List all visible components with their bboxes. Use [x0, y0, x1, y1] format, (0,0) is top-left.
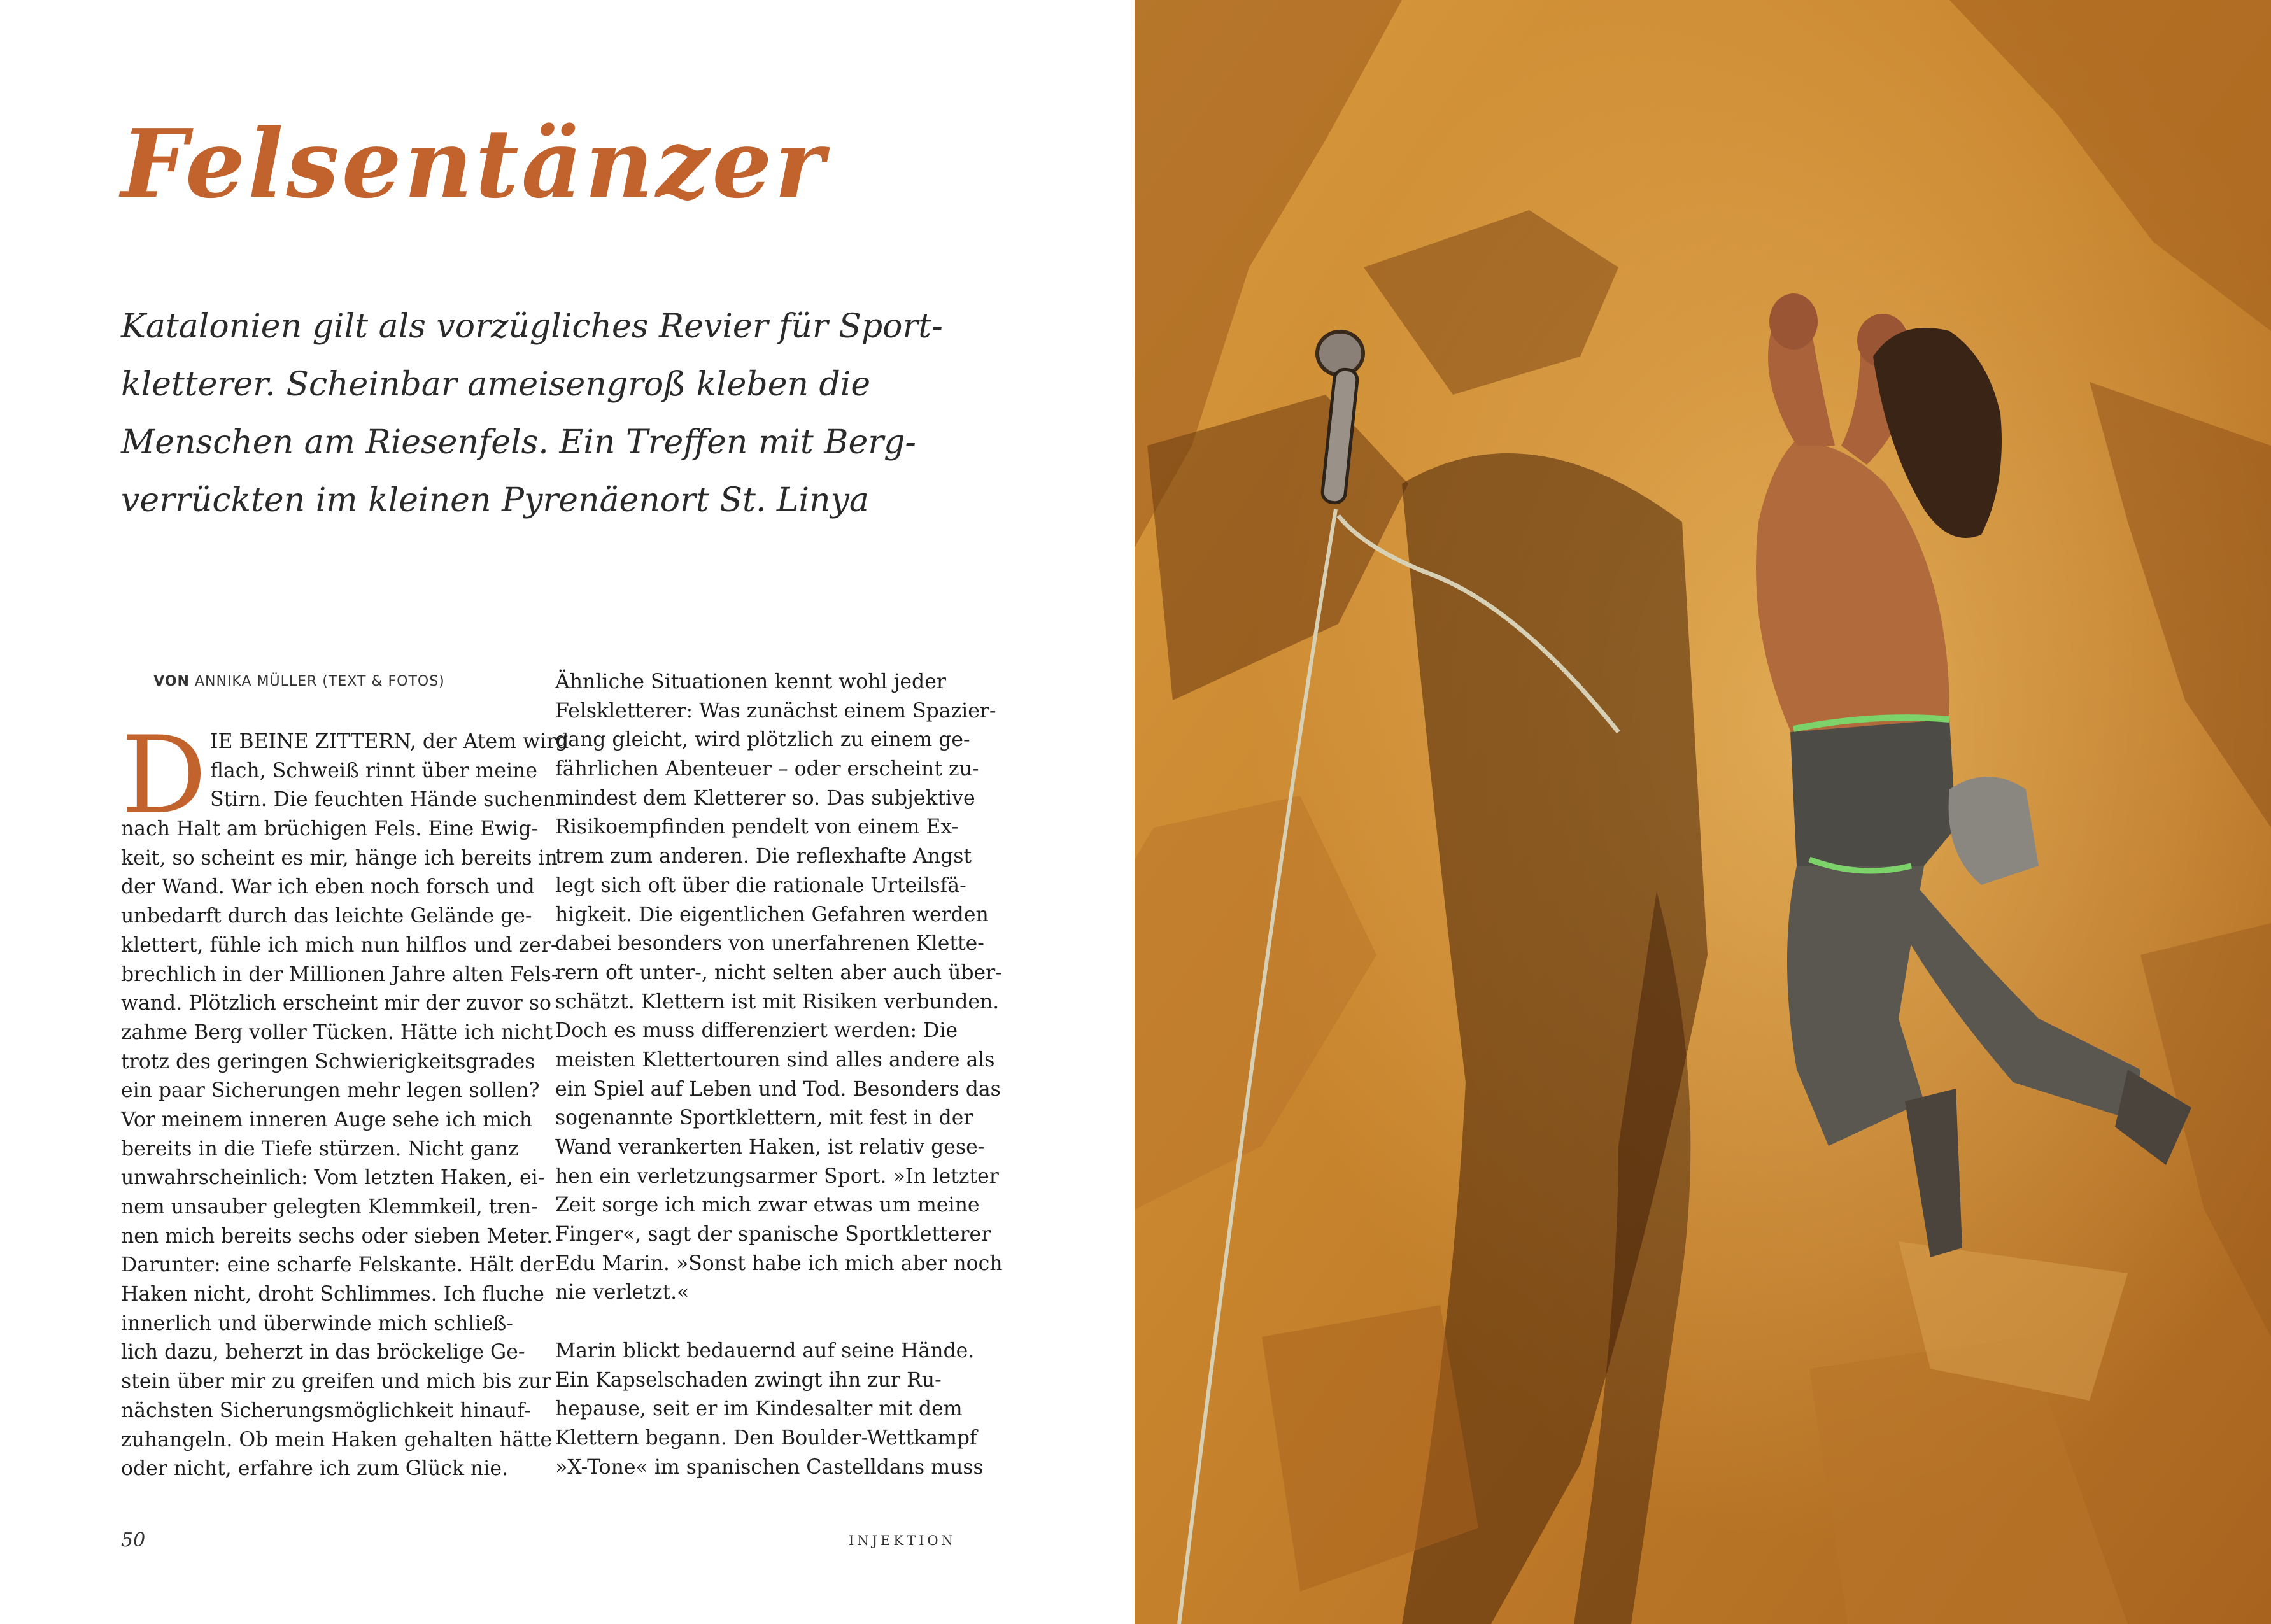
- text-line: Finger«, sagt der spanische Sportkletterer: [555, 1223, 991, 1246]
- text-line: higkeit. Die eigentlichen Gefahren werden: [555, 903, 989, 926]
- text-line: schätzt. Klettern ist mit Risiken verbunden.: [555, 990, 1000, 1013]
- byline-label: VON: [153, 674, 190, 689]
- text-line: Felskletterer: Was zunächst einem Spazier-: [555, 699, 996, 723]
- text-line: Ein Kapselschaden zwingt ihn zur Ru-: [555, 1368, 942, 1392]
- text-line: nen mich bereits sechs oder sieben Meter.: [121, 1224, 553, 1248]
- text-line: flach, Schweiß rinnt über meine: [210, 759, 538, 782]
- text-line: unwahrscheinlich: Vom letzten Haken, ei-: [121, 1166, 545, 1190]
- text-line: nie verletzt.«: [555, 1281, 690, 1304]
- text-line: keit, so scheint es mir, hänge ich bereits in: [121, 846, 558, 870]
- text-line: mindest dem Kletterer so. Das subjektive: [555, 786, 975, 810]
- lead-line: kletterer. Scheinbar ameisengroß kleben die: [121, 365, 871, 404]
- text-line: lich dazu, beherzt in das bröckelige Ge-: [121, 1341, 525, 1364]
- text-line: Stirn. Die feuchten Hände suchen: [210, 788, 556, 812]
- text-line: dabei besonders von unerfahrenen Klette-: [555, 932, 984, 956]
- climber-photo: [1135, 0, 2271, 1624]
- text-line: nächsten Sicherungsmöglichkeit hinauf-: [121, 1399, 531, 1422]
- text-line: nach Halt am brüchigen Fels. Eine Ewig-: [121, 817, 539, 841]
- text-line: Doch es muss differenziert werden: Die: [555, 1019, 958, 1043]
- paragraph-gap: [555, 1308, 912, 1337]
- text-line: ein Spiel auf Leben und Tod. Besonders das: [555, 1077, 1001, 1101]
- text-line: zahme Berg voller Tücken. Hätte ich nicht: [121, 1020, 553, 1044]
- page-number: 50: [121, 1529, 146, 1551]
- text-line: Wand verankerten Haken, ist relativ gese-: [555, 1136, 985, 1159]
- text-line: Ähnliche Situationen kennt wohl jeder: [555, 670, 946, 693]
- text-line: klettert, fühle ich mich nun hilflos und zer-: [121, 933, 558, 957]
- text-line: IE BEINE ZITTERN, der Atem wird: [210, 730, 569, 753]
- lead-line: Menschen am Riesenfels. Ein Treffen mit Berg-: [121, 423, 916, 462]
- text-line: unbedarft durch das leichte Gelände ge-: [121, 905, 532, 928]
- text-line: trem zum anderen. Die reflexhafte Angst: [555, 845, 972, 868]
- article-lead: [121, 298, 942, 530]
- text-line: nem unsauber gelegten Klemmkeil, tren-: [121, 1196, 538, 1218]
- body-column-2: [555, 668, 1003, 1482]
- bolt-hanger: [1317, 332, 1363, 375]
- text-line: Darunter: eine scharfe Felskante. Hält der: [121, 1253, 554, 1277]
- text-line: gang gleicht, wird plötzlich zu einem ge-: [555, 728, 970, 752]
- text-line: Zeit sorge ich mich zwar etwas um meine: [555, 1194, 980, 1217]
- text-line: wand. Plötzlich erscheint mir der zuvor so: [121, 992, 552, 1015]
- body-column-1: [121, 728, 569, 1484]
- text-line: bereits in die Tiefe stürzen. Nicht ganz: [121, 1137, 519, 1161]
- left-page: [0, 0, 1135, 1624]
- text-line: hepause, seit er im Kindesalter mit dem: [555, 1397, 963, 1421]
- text-line: stein über mir zu greifen und mich bis zur: [121, 1370, 551, 1394]
- text-line: legt sich oft über die rationale Urteilsfä-: [555, 873, 966, 897]
- lead-line: Katalonien gilt als vorzügliches Revier für Sport-: [121, 307, 943, 346]
- text-line: rern oft unter-, nicht selten aber auch über-: [555, 961, 1002, 984]
- text-line: fährlichen Abenteuer – oder erscheint zu-: [555, 758, 979, 781]
- drop-cap: D: [121, 713, 207, 838]
- text-line: »X-Tone« im spanischen Castelldans muss: [555, 1455, 984, 1479]
- text-line: brechlich in der Millionen Jahre alten Fels-: [121, 963, 558, 986]
- text-line: meisten Klettertouren sind alles andere als: [555, 1048, 995, 1071]
- photo-illustration: [1135, 0, 2271, 1624]
- lead-line: verrückten im kleinen Pyrenäenort St. Linya: [121, 481, 869, 519]
- byline: [121, 674, 478, 689]
- text-line: Klettern begann. Den Boulder-Wettkampf: [555, 1426, 977, 1450]
- text-line: Edu Marin. »Sonst habe ich mich aber noch: [555, 1252, 1003, 1275]
- text-line: ein paar Sicherungen mehr legen sollen?: [121, 1079, 540, 1103]
- text-line: der Wand. War ich eben noch forsch und: [121, 875, 535, 899]
- text-line: oder nicht, erfahre ich zum Glück nie.: [121, 1457, 509, 1481]
- text-line: hen ein verletzungsarmer Sport. »In letzter: [555, 1164, 999, 1188]
- text-line: zuhangeln. Ob mein Haken gehalten hätte: [121, 1428, 553, 1451]
- text-line: innerlich und überwinde mich schließ-: [121, 1311, 513, 1335]
- text-line: Haken nicht, droht Schlimmes. Ich fluche: [121, 1283, 544, 1306]
- byline-author: ANNIKA MÜLLER (TEXT & FOTOS): [194, 674, 445, 689]
- running-head: INJEKTION: [848, 1533, 956, 1548]
- text-line: Marin blickt bedauernd auf seine Hände.: [555, 1339, 975, 1362]
- text-line: sogenannte Sportklettern, mit fest in der: [555, 1106, 973, 1130]
- text-line: Risikoempfinden pendelt von einem Ex-: [555, 816, 959, 839]
- article-title: Felsentänzer: [121, 108, 827, 219]
- text-line: Vor meinem inneren Auge sehe ich mich: [121, 1108, 533, 1131]
- text-line: trotz des geringen Schwierigkeitsgrades: [121, 1050, 535, 1073]
